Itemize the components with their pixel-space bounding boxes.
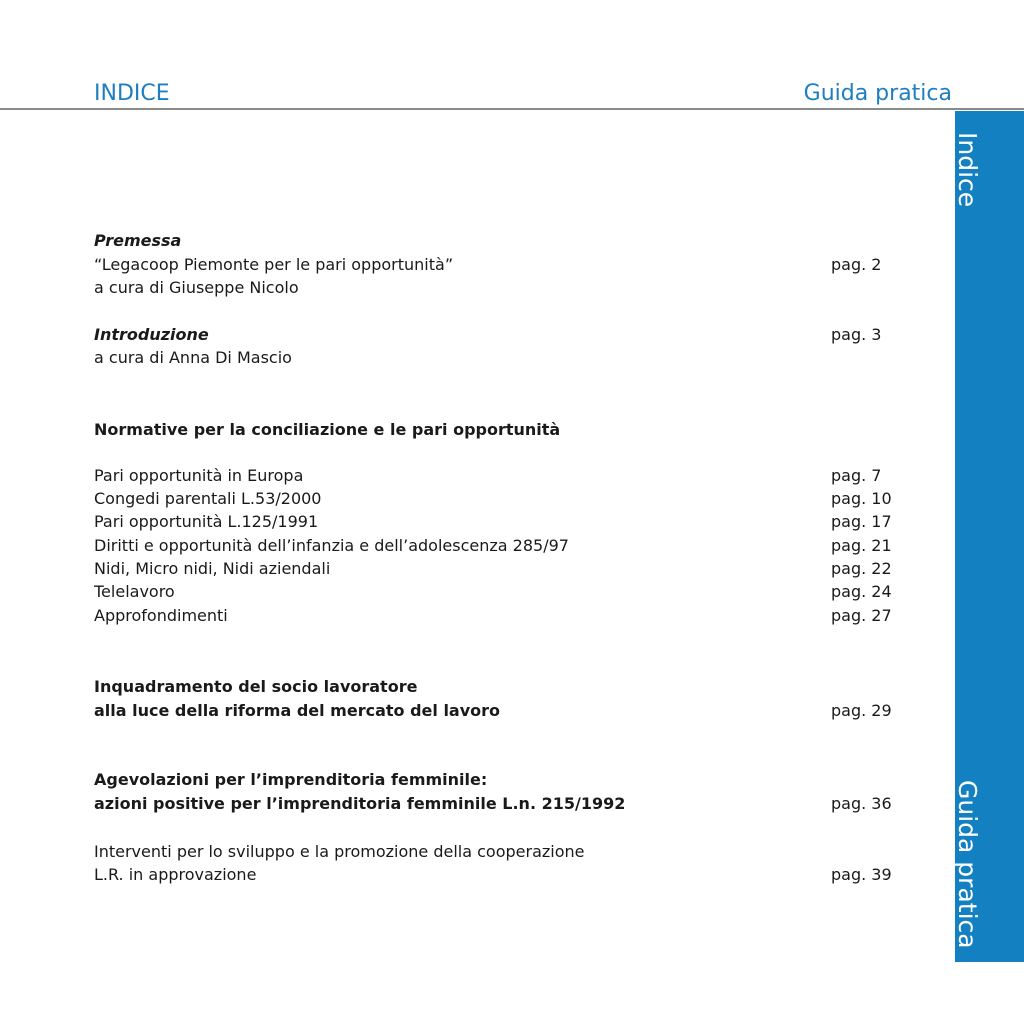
toc-entry xyxy=(94,510,892,533)
toc-heading-text: alla luce della riforma del mercato del lavoro xyxy=(94,701,501,720)
toc-entry-page: pag. 10 xyxy=(831,489,892,508)
toc-section-title xyxy=(94,323,886,346)
toc-entry xyxy=(94,253,886,276)
toc-heading xyxy=(94,768,886,791)
toc-entry-page: pag. 39 xyxy=(831,865,892,884)
toc-entry-text: Pari opportunità in Europa xyxy=(94,466,304,485)
toc-entry-text: Approfondimenti xyxy=(94,606,228,625)
toc-entry xyxy=(94,557,892,580)
toc-entry-text: “Legacoop Piemonte per le pari opportunità” xyxy=(94,255,454,274)
toc-heading xyxy=(94,418,886,441)
toc-entry xyxy=(94,580,892,603)
side-tab-label-bottom: Guida pratica xyxy=(953,780,982,949)
toc-entry xyxy=(94,534,892,557)
toc-entry-text: Interventi per lo sviluppo e la promozione della cooperazione xyxy=(94,842,585,861)
toc-entry-page: pag. 17 xyxy=(831,512,892,531)
toc-heading-text: azioni positive per l’imprenditoria femminile L.n. 215/1992 xyxy=(94,794,626,813)
header-title-right: Guida pratica xyxy=(803,81,952,106)
toc-title-premessa: Premessa xyxy=(94,231,182,250)
toc-heading-text: Normative per la conciliazione e le pari opportunità xyxy=(94,420,561,439)
toc-entry xyxy=(94,276,886,299)
toc-section-title xyxy=(94,229,886,252)
toc-entry-text: Nidi, Micro nidi, Nidi aziendali xyxy=(94,559,331,578)
toc-entry-text: Telelavoro xyxy=(94,582,175,601)
toc-entry-page: pag. 24 xyxy=(831,582,892,601)
toc-entry-page: pag. 22 xyxy=(831,559,892,578)
toc-entry-text: a cura di Giuseppe Nicolo xyxy=(94,278,299,297)
toc-heading-text: Agevolazioni per l’imprenditoria femminile: xyxy=(94,770,488,789)
toc-entry xyxy=(94,487,892,510)
toc-entry-page: pag. 7 xyxy=(831,466,882,485)
toc-entry-page: pag. 2 xyxy=(831,255,882,274)
toc-entry-page: pag. 36 xyxy=(831,794,892,813)
toc-entry-text: L.R. in approvazione xyxy=(94,865,257,884)
toc-entry-page: pag. 29 xyxy=(831,701,892,720)
toc-heading xyxy=(94,675,886,698)
toc-entry-text: Pari opportunità L.125/1991 xyxy=(94,512,319,531)
toc-entry xyxy=(94,604,892,627)
toc-entry-text: Congedi parentali L.53/2000 xyxy=(94,489,322,508)
toc-entry xyxy=(94,464,886,487)
toc-heading-text: Inquadramento del socio lavoratore xyxy=(94,677,418,696)
toc-entry xyxy=(94,863,892,886)
header-title-left: INDICE xyxy=(94,81,170,106)
side-tab-label-top: Indice xyxy=(953,132,982,208)
toc-entry-page: pag. 21 xyxy=(831,536,892,555)
toc-entry xyxy=(94,346,886,369)
toc-entry-page: pag. 3 xyxy=(831,325,882,344)
toc-entry-text: a cura di Anna Di Mascio xyxy=(94,348,292,367)
toc-entry xyxy=(94,840,886,863)
toc-title-introduzione: Introduzione xyxy=(94,325,209,344)
header-rule xyxy=(0,108,1024,110)
toc-heading xyxy=(94,699,892,722)
toc-entry-page: pag. 27 xyxy=(831,606,892,625)
toc-heading xyxy=(94,792,892,815)
toc-entry-text: Diritti e opportunità dell’infanzia e dell’adolescenza 285/97 xyxy=(94,536,569,555)
